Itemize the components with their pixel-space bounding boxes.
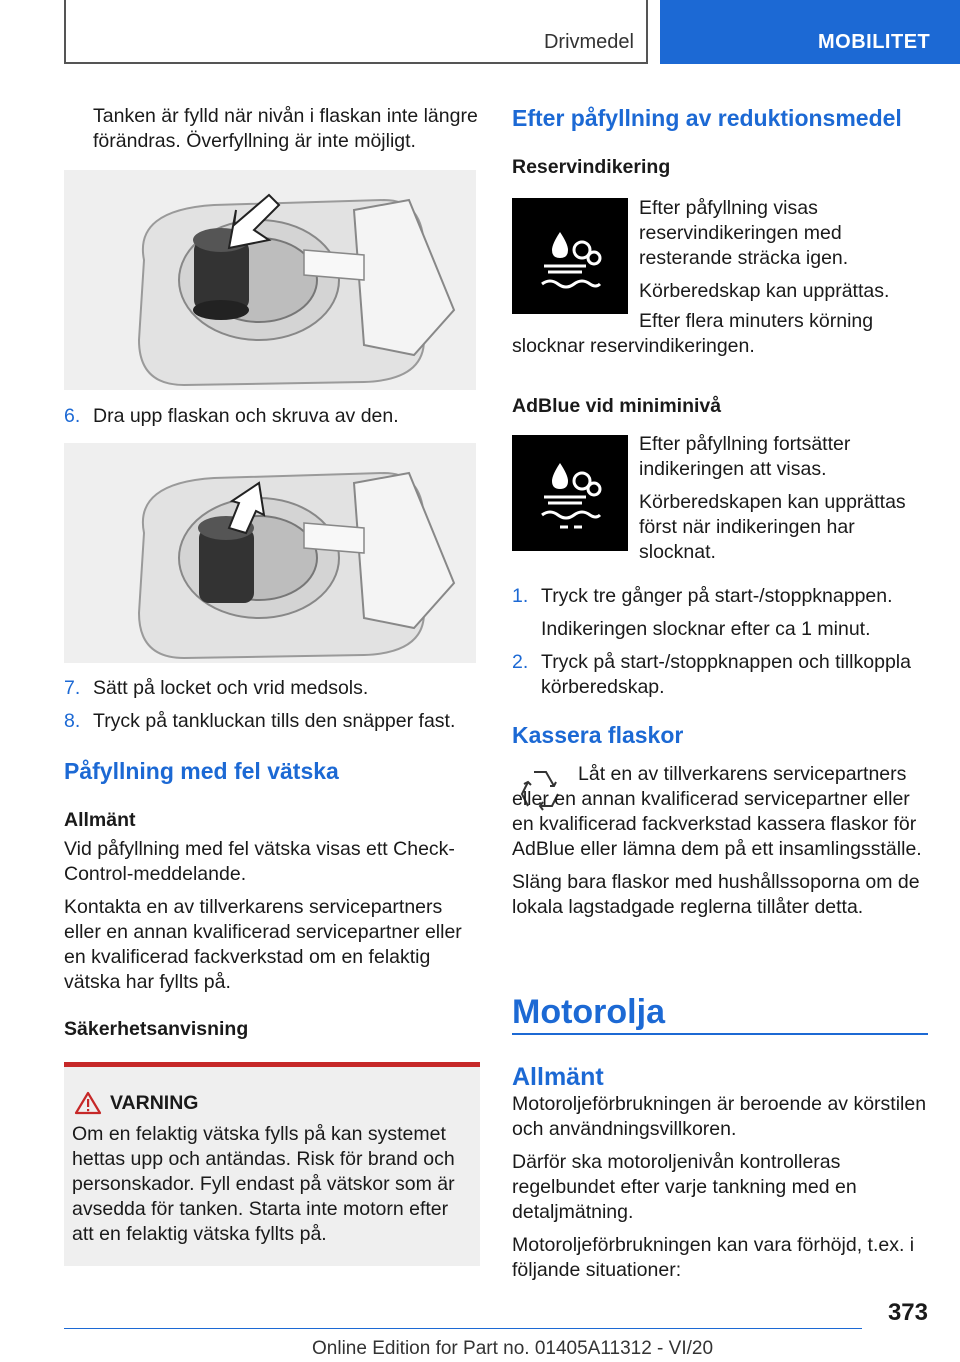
step-number: 2. — [512, 651, 529, 673]
footer-rule — [64, 1328, 862, 1329]
intro-block — [64, 104, 480, 162]
adblue-minimum-indicator — [512, 435, 628, 551]
adblue-reserve-indicator — [512, 198, 628, 314]
header-chapter-label: MOBILITET — [818, 31, 931, 53]
wrong-fluid-section — [64, 756, 480, 1046]
paragraph: Vid påfyllning med fel vätska visas ett Check-Control-meddelande. — [64, 838, 455, 885]
step-text: Tryck tre gånger på start-/stoppknappen. — [541, 585, 893, 607]
paragraph: Körberedskap kan upprättas. — [639, 280, 890, 302]
section-heading: Kassera flaskor — [512, 722, 684, 748]
subheading: Allmänt — [64, 809, 136, 831]
reserve-text-block — [639, 196, 928, 312]
step-number: 6. — [64, 405, 81, 427]
step-number: 1. — [512, 585, 529, 607]
paragraph: Efter flera minuters körning slocknar reservindikeringen. — [512, 310, 874, 357]
section-heading: Allmänt — [512, 1063, 604, 1091]
paragraph: Därför ska motoroljenivån kontrolleras regelbundet efter varje tankning med en detaljmätning. — [512, 1151, 857, 1223]
engine-oil-general — [512, 1062, 928, 1291]
dispose-section — [512, 720, 928, 750]
warning-triangle-icon — [74, 1091, 102, 1115]
paragraph: Låt en av tillverkarens servicepartners eller en annan kvalificerad servicepartner eller en kvalificerad fackverkstad kassera flaskor för AdBlue eller lämna dem på ett insamlingsställe. — [512, 763, 922, 860]
header-section-label: Drivmedel — [543, 31, 634, 53]
subheading: AdBlue vid miniminivå — [512, 395, 722, 417]
adblue-min-heading — [512, 394, 928, 423]
fuel-cap-illustration-2 — [64, 443, 476, 663]
adblue-fluid-icon — [512, 198, 628, 314]
page-number: 373 — [887, 1299, 928, 1326]
footer-edition: Online Edition for Part no. 01405A11312 - VI/20 — [312, 1338, 714, 1359]
step-number: 7. — [64, 677, 81, 699]
warning-label: VARNING — [110, 1092, 199, 1114]
header-section-box — [64, 0, 648, 64]
step-6-block — [64, 404, 480, 437]
step-number: 8. — [64, 710, 81, 732]
fuel-cap-illustration — [64, 170, 476, 390]
min-text-block — [639, 432, 928, 573]
step-text: Tryck på tankluckan tills den snäpper fast. — [93, 710, 456, 732]
after-refill-section — [512, 103, 928, 184]
warning-text: Om en felaktig vätska fylls på kan systemet hettas upp och antändas. Risk för brand och personskador. Fyll endast på vätskor som är avsedda för tanken. Starta inte motorn efter att en felaktig vätska fyllts på. — [72, 1123, 455, 1245]
intro-text: Tanken är fylld när nivån i flaskan inte längre förändras. Överfyllning är inte möjligt. — [93, 105, 478, 152]
figure-bottle-insert — [64, 170, 476, 390]
paragraph: Motoroljeförbrukningen är beroende av körstilen och användningsvillkoren. — [512, 1093, 927, 1140]
paragraph: Motoroljeförbrukningen kan vara förhöjd, t.ex. i följande situationer: — [512, 1234, 915, 1281]
reset-steps — [512, 584, 928, 708]
header-chapter-tab — [660, 0, 960, 64]
reserve-text-block-2 — [512, 309, 928, 367]
section-heading: Påfyllning med fel vätska — [64, 758, 339, 784]
section-heading: Efter påfyllning av reduktionsmedel — [512, 105, 902, 131]
subheading: Reservindikering — [512, 156, 671, 178]
step-text: Dra upp flaskan och skruva av den. — [93, 405, 399, 427]
chapter-title: Motorolja — [512, 993, 665, 1031]
step-text: Tryck på start-/stoppknappen och tillkoppla körberedskap. — [541, 651, 911, 698]
paragraph: Körberedskapen kan upprättas först när indikeringen har slocknat. — [639, 491, 906, 563]
step-note: Indikeringen slocknar efter ca 1 minut. — [541, 618, 871, 640]
paragraph: Efter påfyllning fortsätter indikeringen att visas. — [639, 433, 851, 480]
adblue-min-icon — [512, 435, 628, 551]
title-rule — [512, 1033, 928, 1035]
step-text: Sätt på locket och vrid medsols. — [93, 677, 369, 699]
subheading: Säkerhetsanvisning — [64, 1018, 249, 1040]
steps-7-8-block — [64, 676, 480, 742]
warning-box — [64, 1062, 480, 1266]
paragraph: Efter påfyllning visas reservindikeringen med resterande sträcka igen. — [639, 197, 849, 269]
dispose-text — [512, 762, 928, 928]
paragraph: Släng bara flaskor med hushållssoporna om de lokala lagstadgade reglerna tillåter detta. — [512, 871, 920, 918]
figure-bottle-remove — [64, 443, 476, 663]
paragraph: Kontakta en av tillverkarens servicepartners eller en annan kvalificerad servicepartner eller en kvalificerad fackverkstad om en felaktig vätska har fyllts på. — [64, 896, 462, 993]
